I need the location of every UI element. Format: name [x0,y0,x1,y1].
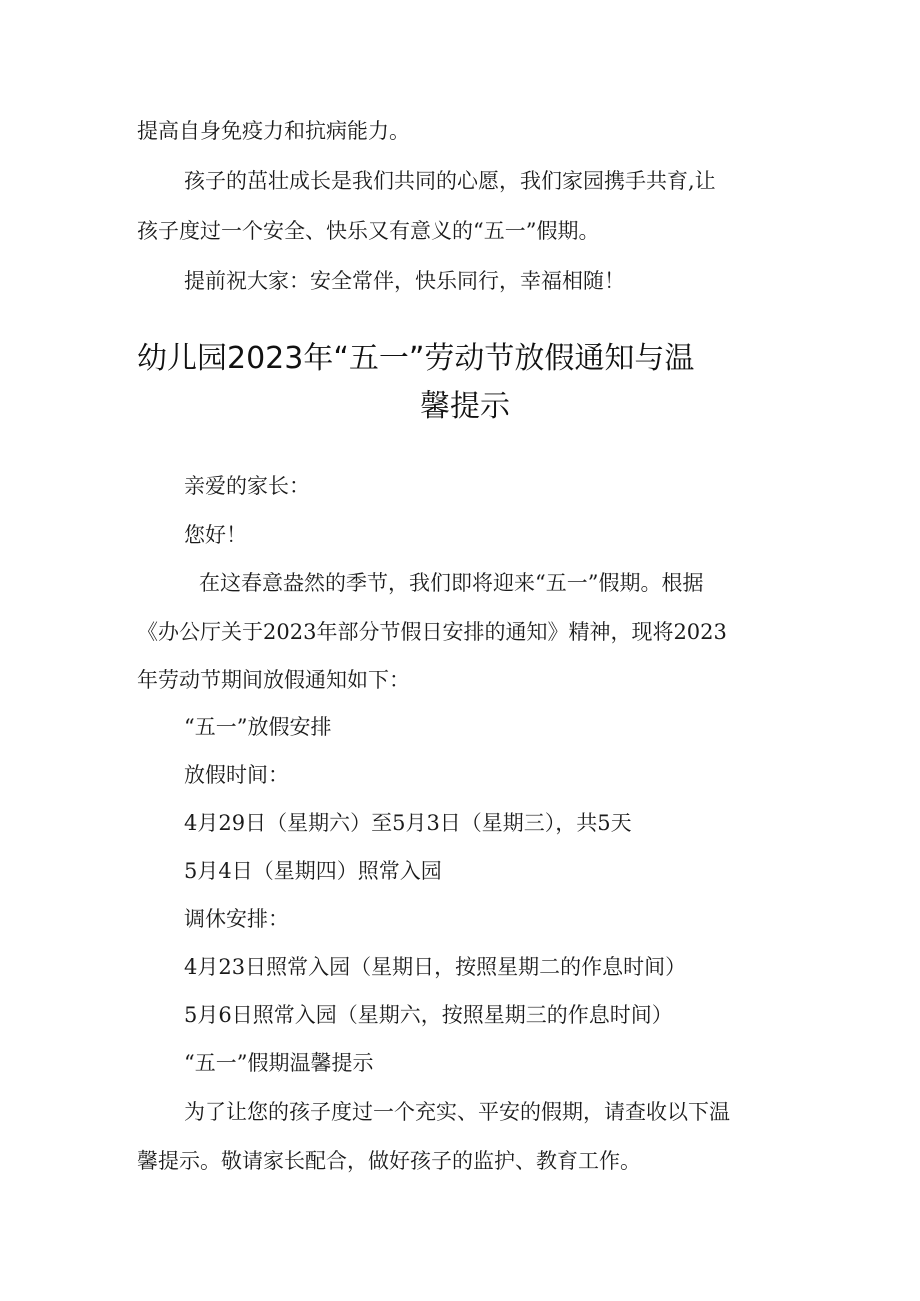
makeup-label: 调休安排： [184,907,289,931]
tips-intro-line-2: 馨提示。敬请家长配合，做好孩子的监护、教育工作。 [137,1149,641,1173]
notice-title-line-2: 馨提示 [420,389,510,424]
tips-intro-line-1: 为了让您的孩子度过一个充实、平安的假期，请查收以下温 [184,1100,730,1124]
greeting: 您好！ [184,523,247,547]
intro-line-3: 年劳动节期间放假通知如下： [137,668,410,692]
makeup-day-1: 4月23日照常入园（星期日，按照星期二的作息时间） [184,955,687,979]
resume-day: 5月4日（星期四）照常入园 [184,859,442,883]
holiday-label: 放假时间： [184,763,289,787]
tips-heading: “五一”假期温馨提示 [184,1051,374,1075]
arrangement-heading: “五一”放假安排 [184,715,332,739]
intro-line-2: 《办公厅关于2023年部分节假日安排的通知》精神，现将2023 [137,620,727,644]
prev-text-line-3: 孩子度过一个安全、快乐又有意义的“五一”假期。 [137,219,600,243]
prev-text-line-2: 孩子的茁壮成长是我们共同的心愿，我们家园携手共育,让 [184,169,716,193]
makeup-day-2: 5月6日照常入园（星期六，按照星期三的作息时间） [184,1003,673,1027]
intro-line-1: 在这春意盎然的季节，我们即将迎来“五一”假期。根据 [199,571,704,595]
prev-text-line-1: 提高自身免疫力和抗病能力。 [137,119,410,143]
notice-title-line-1: 幼儿园2023年“五一”劳动节放假通知与温 [137,341,695,376]
salutation: 亲爱的家长： [184,474,310,498]
holiday-period: 4月29日（星期六）至5月3日（星期三），共5天 [184,811,632,835]
prev-text-line-4: 提前祝大家：安全常伴，快乐同行，幸福相随！ [184,269,625,293]
